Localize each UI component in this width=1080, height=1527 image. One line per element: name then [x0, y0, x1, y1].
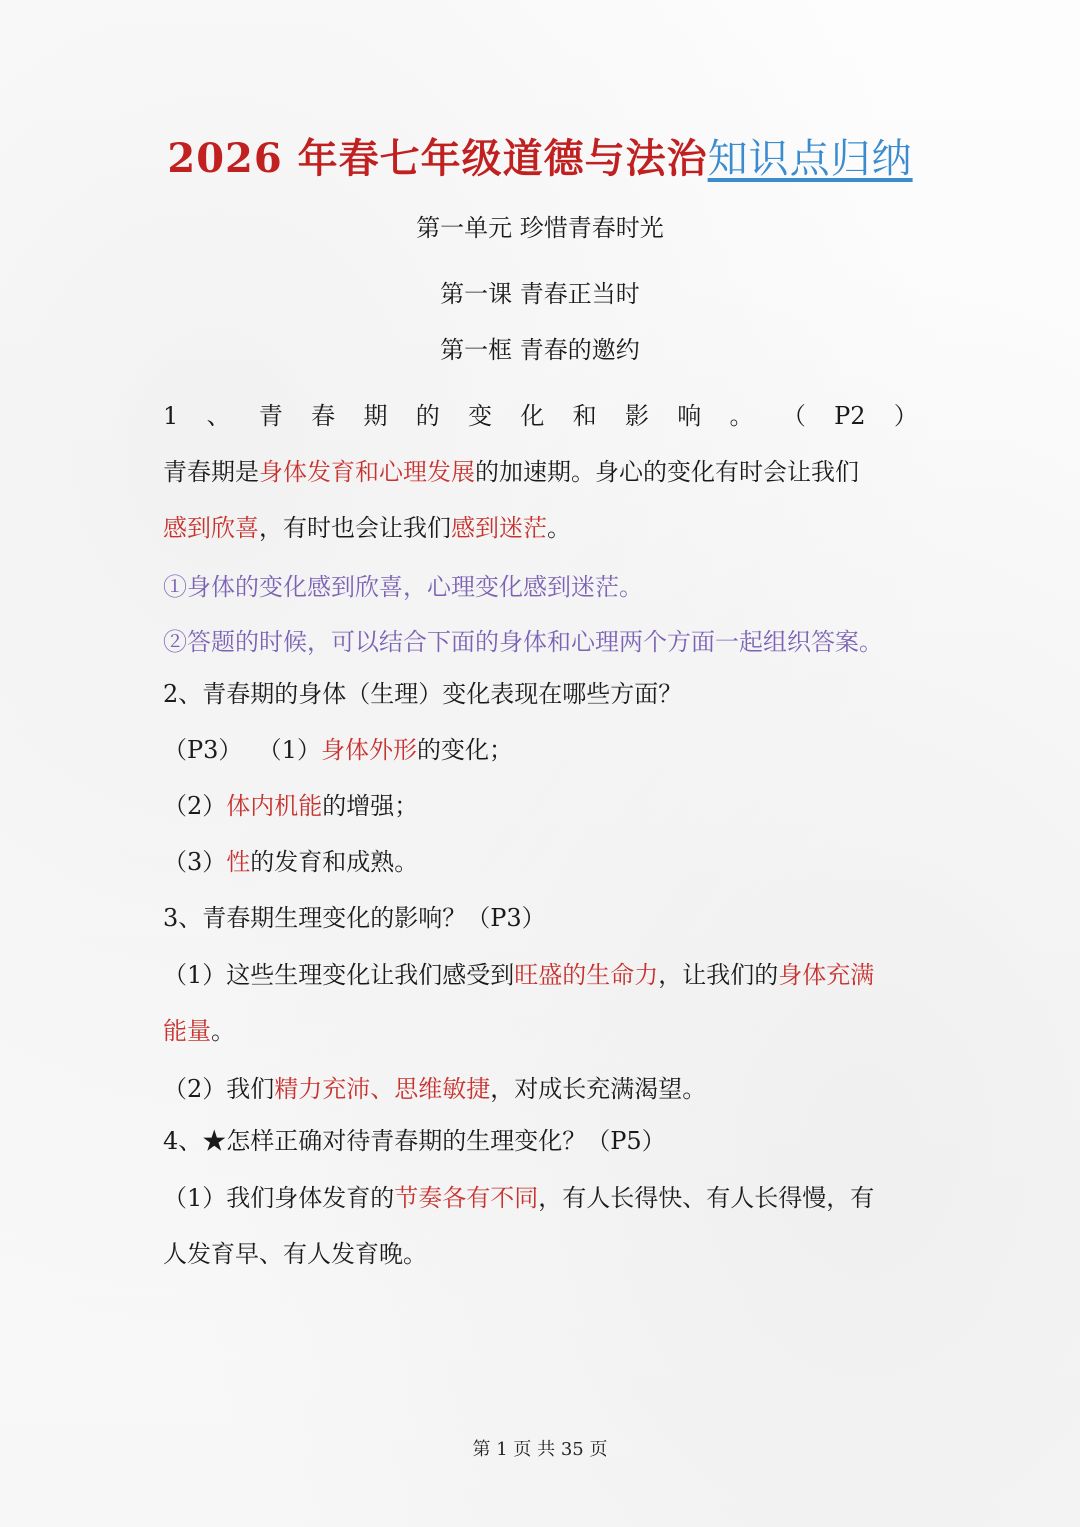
text: ，有人长得快、有人长得慢，有	[538, 1184, 875, 1212]
q1-heading-char: 、	[206, 402, 231, 430]
q1-heading-char: P2	[834, 402, 866, 430]
unit-heading: 第一单元 珍惜青春时光	[416, 214, 664, 242]
text: ，对成长充满渴望。	[490, 1075, 707, 1103]
q1-heading-char: 春	[311, 402, 336, 430]
keyword: 身体发育和心理发展	[259, 458, 475, 486]
q1-heading-char: 化	[520, 402, 545, 430]
text: （1）我们身体发育的	[163, 1184, 395, 1212]
q1-answer-line-1	[163, 455, 923, 489]
title-link[interactable]: 知识点归纳	[707, 136, 913, 182]
q1-heading-char: （	[781, 402, 806, 430]
keyword: 节奏各有不同	[394, 1184, 539, 1212]
q4-item-1-line-1	[163, 1181, 923, 1215]
document-title	[0, 130, 1080, 188]
keyword: 性	[226, 848, 251, 876]
keyword: 感到迷茫	[451, 514, 547, 542]
keyword: 能量	[163, 1017, 211, 1045]
lesson-heading: 第一课 青春正当时	[440, 280, 640, 308]
keyword: 精力充沛、思维敏捷	[274, 1075, 491, 1103]
text: 的加速期。身心的变化有时会让我们	[475, 458, 859, 486]
keyword: 旺盛的生命力	[514, 961, 659, 989]
q1-note-1: ①身体的变化感到欣喜，心理变化感到迷茫。	[163, 573, 643, 601]
text: 青春期是	[163, 458, 259, 486]
q1-heading	[163, 399, 918, 433]
q1-heading-char: 1	[163, 402, 179, 430]
text: 的增强；	[322, 792, 419, 820]
q2-item-1	[163, 733, 923, 767]
q1-heading-char: 。	[729, 402, 754, 430]
keyword: 身体外形	[320, 736, 417, 764]
text: （1）这些生理变化让我们感受到	[163, 961, 515, 989]
page-number-footer: 第 1 页 共 35 页	[472, 1439, 608, 1460]
q1-heading-char: 青	[258, 402, 283, 430]
q3-item-2	[163, 1072, 923, 1106]
q1-answer-line-2	[163, 511, 923, 545]
q1-heading-char: 的	[415, 402, 440, 430]
text: ，有时也会让我们	[259, 514, 451, 542]
q2-heading: 2、青春期的身体（生理）变化表现在哪些方面？	[163, 680, 683, 708]
text: 。	[547, 514, 571, 542]
q1-heading-char: 变	[468, 402, 493, 430]
text: 。	[211, 1017, 235, 1045]
q1-heading-char: ）	[893, 402, 918, 430]
text: （3）	[163, 848, 227, 876]
text: （2）	[163, 792, 227, 820]
q1-note-2: ②答题的时候，可以结合下面的身体和心理两个方面一起组织答案。	[163, 628, 883, 656]
text: 的发育和成熟。	[250, 848, 419, 876]
q2-item-2	[163, 789, 923, 823]
q3-item-1-line-1	[163, 958, 923, 992]
q1-heading-char: 影	[624, 402, 649, 430]
text: （2）我们	[163, 1075, 275, 1103]
q1-heading-char: 响	[677, 402, 702, 430]
keyword: 体内机能	[226, 792, 323, 820]
q3-heading: 3、青春期生理变化的影响？（P3）	[163, 904, 546, 932]
title-main: 2026 年春七年级道德与法治	[167, 135, 708, 182]
text: （P3） （1）	[163, 736, 321, 764]
q1-heading-char: 期	[363, 402, 388, 430]
q1-heading-char: 和	[572, 402, 597, 430]
text: ，让我们的	[658, 961, 779, 989]
keyword: 身体充满	[778, 961, 875, 989]
q4-item-1-line-2: 人发育早、有人发育晚。	[163, 1240, 427, 1268]
frame-heading: 第一框 青春的邀约	[440, 336, 640, 364]
q2-item-3	[163, 845, 923, 879]
text: 的变化；	[416, 736, 513, 764]
q4-heading: 4、★怎样正确对待青春期的生理变化？（P5）	[163, 1127, 666, 1155]
keyword: 感到欣喜	[163, 514, 259, 542]
q3-item-1-line-2	[163, 1014, 923, 1048]
